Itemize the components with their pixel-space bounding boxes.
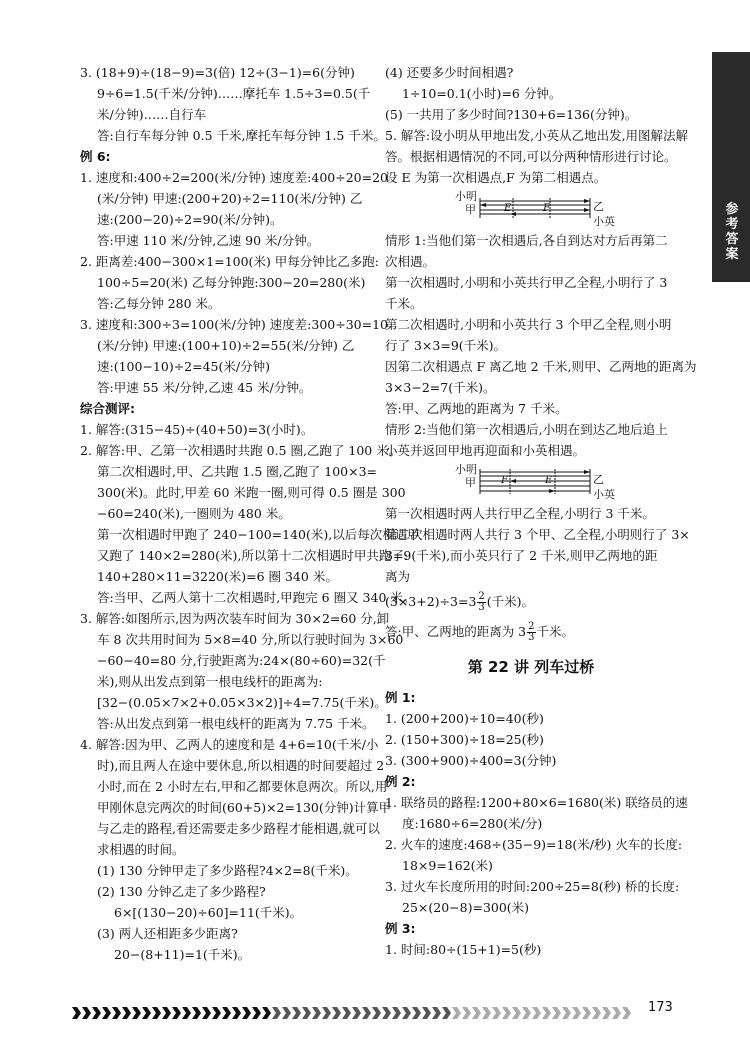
- footer-chevron: [532, 1007, 541, 1019]
- right-bottom-line: 1. 联络员的路程:1200+80×6=1680(米) 联络员的速: [385, 795, 688, 810]
- right-bottom-line: 3. 过火车长度所用的时间:200÷25=8(秒) 桥的长度:: [385, 879, 680, 894]
- right-top-line: 答。根据相遇情况的不同,可以分两种情形进行讨论。: [385, 149, 677, 164]
- left-column-line: 2. 距离差:400−300×1=100(米) 甲每分钟比乙多跑:: [80, 254, 379, 269]
- footer-chevron: [512, 1007, 521, 1019]
- footer-chevron: [72, 1007, 81, 1019]
- fraction-line-1: [385, 587, 677, 617]
- diagram1-label-e: E: [504, 203, 512, 214]
- right-mid-line: 情形 1:当他们第一次相遇后,各自到达对方后再第二: [385, 233, 668, 248]
- left-column-line: (米/分钟) 甲速:(200+20)÷2=110(米/分钟) 乙: [97, 191, 363, 206]
- left-column-line: 综合测评:: [80, 401, 135, 416]
- left-column-line: 答:从出发点到第一根电线杆的距离为 7.75 千米。: [97, 716, 375, 731]
- left-column-line: 20−(8+11)=1(千米)。: [114, 947, 251, 962]
- footer-chevron: [362, 1007, 371, 1019]
- right-column: [385, 62, 697, 960]
- footer-chevron: [112, 1007, 121, 1019]
- fraction-2-numerator: 2: [528, 621, 535, 632]
- left-column-line: 9÷6=1.5(千米/分钟)……摩托车 1.5÷3=0.5(千: [97, 86, 371, 101]
- right-mid-line: 因第二次相遇点 F 离乙地 2 千米,则甲、乙两地的距离为: [385, 359, 697, 374]
- left-column-line: 300(米)。此时,甲差 60 米跑一圈,则可得 0.5 圈是 300: [97, 485, 406, 500]
- right-top-line: 设 E 为第一次相遇点,F 为第二相遇点。: [385, 170, 607, 185]
- right-mid2-line: 3=9(千米),而小英只行了 2 千米,则甲乙两地的距: [385, 548, 658, 563]
- footer-chevron: [242, 1007, 251, 1019]
- diagram1-label-xiaoying: 小英: [593, 215, 615, 228]
- diagram2-label-f: F: [501, 475, 508, 486]
- left-column-line: 6×[(130−20)÷60]=11(千米)。: [114, 905, 303, 920]
- footer-chevron: [622, 1007, 631, 1019]
- section-title: 第 22 讲 列车过桥: [467, 658, 595, 676]
- footer-chevron: [492, 1007, 501, 1019]
- fraction-line-2-pre: 答:甲、乙两地的距离为 3: [385, 624, 527, 639]
- footer-chevron: [272, 1007, 281, 1019]
- footer-chevron: [602, 1007, 611, 1019]
- left-column-line: 答:乙每分钟 280 米。: [97, 296, 221, 311]
- footer-chevron: [202, 1007, 211, 1019]
- footer-chevron: [412, 1007, 421, 1019]
- right-top-line: (4) 还要多少时间相遇?: [385, 65, 514, 80]
- right-mid-line: 次相遇。: [385, 254, 436, 269]
- right-mid-line: 答:甲、乙两地的距离为 7 千米。: [385, 401, 568, 416]
- meeting-diagram-2: [385, 461, 677, 503]
- footer-chevron: [342, 1007, 351, 1019]
- footer-chevron: [562, 1007, 571, 1019]
- footer-chevron: [382, 1007, 391, 1019]
- right-top-line: 1÷10=0.1(小时)=6 分钟。: [402, 86, 562, 101]
- footer-chevron: [132, 1007, 141, 1019]
- footer-chevron: [142, 1007, 151, 1019]
- left-column-line: 答:自行车每分钟 0.5 千米,摩托车每分钟 1.5 千米。: [97, 128, 386, 143]
- left-column-line: 小时,而在 2 小时左右,甲和乙都要休息两次。所以,用: [97, 779, 388, 794]
- left-column-line: 2. 解答:甲、乙第一次相遇时共跑 0.5 圈,乙跑了 100 米。: [80, 443, 402, 458]
- footer-chevron: [582, 1007, 591, 1019]
- right-bottom-line: 例 3:: [385, 921, 416, 936]
- left-column-line: (米/分钟) 甲速:(100+10)÷2=55(米/分钟) 乙: [97, 338, 355, 353]
- left-column-line: −60=240(米),一圈则为 480 米。: [97, 506, 291, 521]
- left-column-line: 140+280×11=3220(米)=6 圈 340 米。: [97, 569, 338, 584]
- left-column-line: [32−(0.05×7×2+0.05×3×2)]÷4=7.75(千米)。: [97, 695, 387, 710]
- fraction-1: [477, 592, 485, 613]
- diagram2-label-e: E: [545, 475, 553, 486]
- right-bottom-line: 度:1680÷6=280(米/分): [402, 816, 543, 831]
- footer-chevron-band: [72, 1006, 632, 1020]
- right-bottom-line: 18×9=162(米): [402, 858, 493, 873]
- left-column-line: (2) 130 分钟乙走了多少路程?: [97, 884, 266, 899]
- footer-chevron: [152, 1007, 161, 1019]
- meeting-diagram-1-svg: [385, 188, 677, 230]
- left-column-line: 答:甲速 110 米/分钟,乙速 90 米/分钟。: [97, 233, 320, 248]
- left-column-line: 第一次相遇时甲跑了 240−100=140(米),以后每次相遇甲: [97, 527, 420, 542]
- footer-chevron: [612, 1007, 621, 1019]
- footer-chevron: [292, 1007, 301, 1019]
- footer-chevron: [442, 1007, 451, 1019]
- footer-chevron: [352, 1007, 361, 1019]
- left-column-line: 速:(100−10)÷2=45(米/分钟): [97, 359, 270, 374]
- right-mid2-line: 第二次相遇时两人共行 3 个甲、乙全程,小明则行了 3×: [385, 527, 690, 542]
- left-column-line: 米),则从出发点到第一根电线杆的距离为:: [97, 674, 323, 689]
- footer-chevron: [572, 1007, 581, 1019]
- fraction-line-1-pre: (3×3+2)÷3=3: [385, 594, 477, 609]
- left-column-line: (1) 130 分钟甲走了多少路程?4×2=8(千米)。: [97, 863, 358, 878]
- footer-chevron: [252, 1007, 261, 1019]
- left-column-line: 3. 解答:如图所示,因为两次装车时间为 30×2=60 分,卸: [80, 611, 390, 626]
- right-bottom-line: 2. 火车的速度:468÷(35−9)=18(米/秒) 火车的长度:: [385, 837, 683, 852]
- left-column-line: 与乙走的路程,看还需要走多少路程才能相遇,就可以: [97, 821, 380, 836]
- footer-chevron: [372, 1007, 381, 1019]
- footer-chevron: [522, 1007, 531, 1019]
- footer-chevron: [332, 1007, 341, 1019]
- right-mid-line: 行了 3×3=9(千米)。: [385, 338, 507, 353]
- right-mid-line: 第一次相遇时,小明和小英共行甲乙全程,小明行了 3: [385, 275, 668, 290]
- footer-chevron: [322, 1007, 331, 1019]
- footer-chevron: [162, 1007, 171, 1019]
- right-top-line: (5) 一共用了多少时间?130+6=136(分钟)。: [385, 107, 638, 122]
- footer-chevron: [102, 1007, 111, 1019]
- diagram1-label-xiaoming: 小明: [455, 190, 477, 203]
- page-number: 173: [648, 1000, 673, 1015]
- right-top-line: 5. 解答:设小明从甲地出发,小英从乙地出发,用图解法解: [385, 128, 689, 143]
- left-column-line: 1. 解答:(315−45)÷(40+50)=3(小时)。: [80, 422, 314, 437]
- footer-chevron: [212, 1007, 221, 1019]
- left-column-line: 求相遇的时间。: [97, 842, 185, 857]
- diagram2-label-yi: 乙: [593, 473, 604, 486]
- fraction-line-2-post: 千米。: [536, 624, 575, 639]
- footer-chevron: [592, 1007, 601, 1019]
- left-column-line: 甲刚休息完两次的时间(60+5)×2=130(分钟)计算甲: [97, 800, 392, 815]
- diagram1-label-f: F: [543, 203, 550, 214]
- footer-chevron: [402, 1007, 411, 1019]
- footer-chevron: [192, 1007, 201, 1019]
- footer-chevron: [472, 1007, 481, 1019]
- left-column-line: 答:甲速 55 米/分钟,乙速 45 米/分钟。: [97, 380, 312, 395]
- right-bottom-line: 1. (200+200)÷10=40(秒): [385, 711, 544, 726]
- left-column-line: 3. 速度和:300÷3=100(米/分钟) 速度差:300÷30=10: [80, 317, 388, 332]
- left-column-line: 1. 速度和:400÷2=200(米/分钟) 速度差:400÷20=20: [80, 170, 388, 185]
- diagram1-label-yi: 乙: [593, 200, 604, 213]
- left-column-line: 时),而且两人在途中要休息,所以相遇的时间要超过 2: [97, 758, 385, 773]
- footer-chevron: [122, 1007, 131, 1019]
- right-bottom-line: 1. 时间:80÷(15+1)=5(秒): [385, 942, 542, 957]
- right-bottom-line: 25×(20−8)=300(米): [402, 900, 530, 915]
- footer-chevron: [312, 1007, 321, 1019]
- footer-chevron: [172, 1007, 181, 1019]
- left-column-line: 例 6:: [80, 149, 111, 164]
- right-mid2-line: 第一次相遇时两人共行甲乙全程,小明行 3 千米。: [385, 506, 655, 521]
- left-column-line: 答:当甲、乙两人第十二次相遇时,甲跑完 6 圈又 340 米。: [97, 590, 416, 605]
- right-mid2-line: 离为: [385, 569, 411, 584]
- footer-chevron: [422, 1007, 431, 1019]
- right-mid-line: 情形 2:当他们第一次相遇后,小明在到达乙地后追上: [385, 422, 668, 437]
- footer-chevron: [222, 1007, 231, 1019]
- fraction-1-denominator: 3: [478, 602, 485, 613]
- right-bottom-line: 3. (300+900)÷400=3(分钟): [385, 753, 557, 768]
- footer-chevron: [262, 1007, 271, 1019]
- footer-chevron: [542, 1007, 551, 1019]
- meeting-diagram-2-svg: [385, 461, 677, 503]
- left-column-line: −60−40=80 分,行驶距离为:24×(80÷60)=32(千: [97, 653, 386, 668]
- side-tab: [712, 52, 750, 282]
- left-column-line: 4. 解答:因为甲、乙两人的速度和是 4+6=10(千米/小: [80, 737, 379, 752]
- right-mid-line: 3×3−2=7(千米)。: [385, 380, 496, 395]
- left-column-line: 速:(200−20)÷2=90(米/分钟)。: [97, 212, 283, 227]
- footer-chevron: [232, 1007, 241, 1019]
- left-column-line: 米/分钟)……自行车: [97, 107, 207, 122]
- footer-chevron: [82, 1007, 91, 1019]
- right-mid-line: 千米。: [385, 296, 423, 311]
- fraction-line-1-post: (千米)。: [486, 594, 535, 609]
- left-column-line: 100÷5=20(米) 乙每分钟跑:300−20=280(米): [97, 275, 366, 290]
- fraction-1-numerator: 2: [478, 591, 485, 602]
- side-tab-label: 参考答案: [725, 202, 739, 262]
- right-mid-line: 小英并返回甲地再迎面和小英相遇。: [385, 443, 586, 458]
- footer-chevron: [302, 1007, 311, 1019]
- diagram2-label-xiaoying: 小英: [593, 488, 615, 501]
- footer-chevron: [182, 1007, 191, 1019]
- diagram2-label-jia: 甲: [465, 476, 476, 489]
- footer-chevron: [432, 1007, 441, 1019]
- footer-chevron: [392, 1007, 401, 1019]
- left-column-line: (3) 两人还相距多少距离?: [97, 926, 238, 941]
- left-column-line: 第二次相遇时,甲、乙共跑 1.5 圈,乙跑了 100×3=: [97, 464, 378, 479]
- left-column-line: 3. (18+9)÷(18−9)=3(倍) 12÷(3−1)=6(分钟): [80, 65, 355, 80]
- footer-chevron: [502, 1007, 511, 1019]
- fraction-2: [527, 622, 535, 643]
- footer-chevron: [282, 1007, 291, 1019]
- footer-chevron: [92, 1007, 101, 1019]
- right-bottom-line: 例 1:: [385, 690, 416, 705]
- meeting-diagram-1: [385, 188, 677, 230]
- footer-chevron: [552, 1007, 561, 1019]
- fraction-line-2: [385, 617, 677, 647]
- right-mid-line: 第二次相遇时,小明和小英共行 3 个甲乙全程,则小明: [385, 317, 672, 332]
- left-column-line: 车 8 次共用时间为 5×8=40 分,所以行驶时间为 3×60: [97, 632, 404, 647]
- left-column-line: 又跑了 140×2=280(米),所以第十二次相遇时甲共跑了:: [97, 548, 409, 563]
- diagram2-label-xiaoming: 小明: [455, 463, 477, 476]
- right-bottom-line: 2. (150+300)÷18=25(秒): [385, 732, 544, 747]
- footer-chevron: [452, 1007, 461, 1019]
- fraction-2-denominator: 3: [528, 632, 535, 643]
- footer-chevron: [482, 1007, 491, 1019]
- footer-chevron: [462, 1007, 471, 1019]
- right-bottom-line: 例 2:: [385, 774, 416, 789]
- diagram1-label-jia: 甲: [465, 203, 476, 216]
